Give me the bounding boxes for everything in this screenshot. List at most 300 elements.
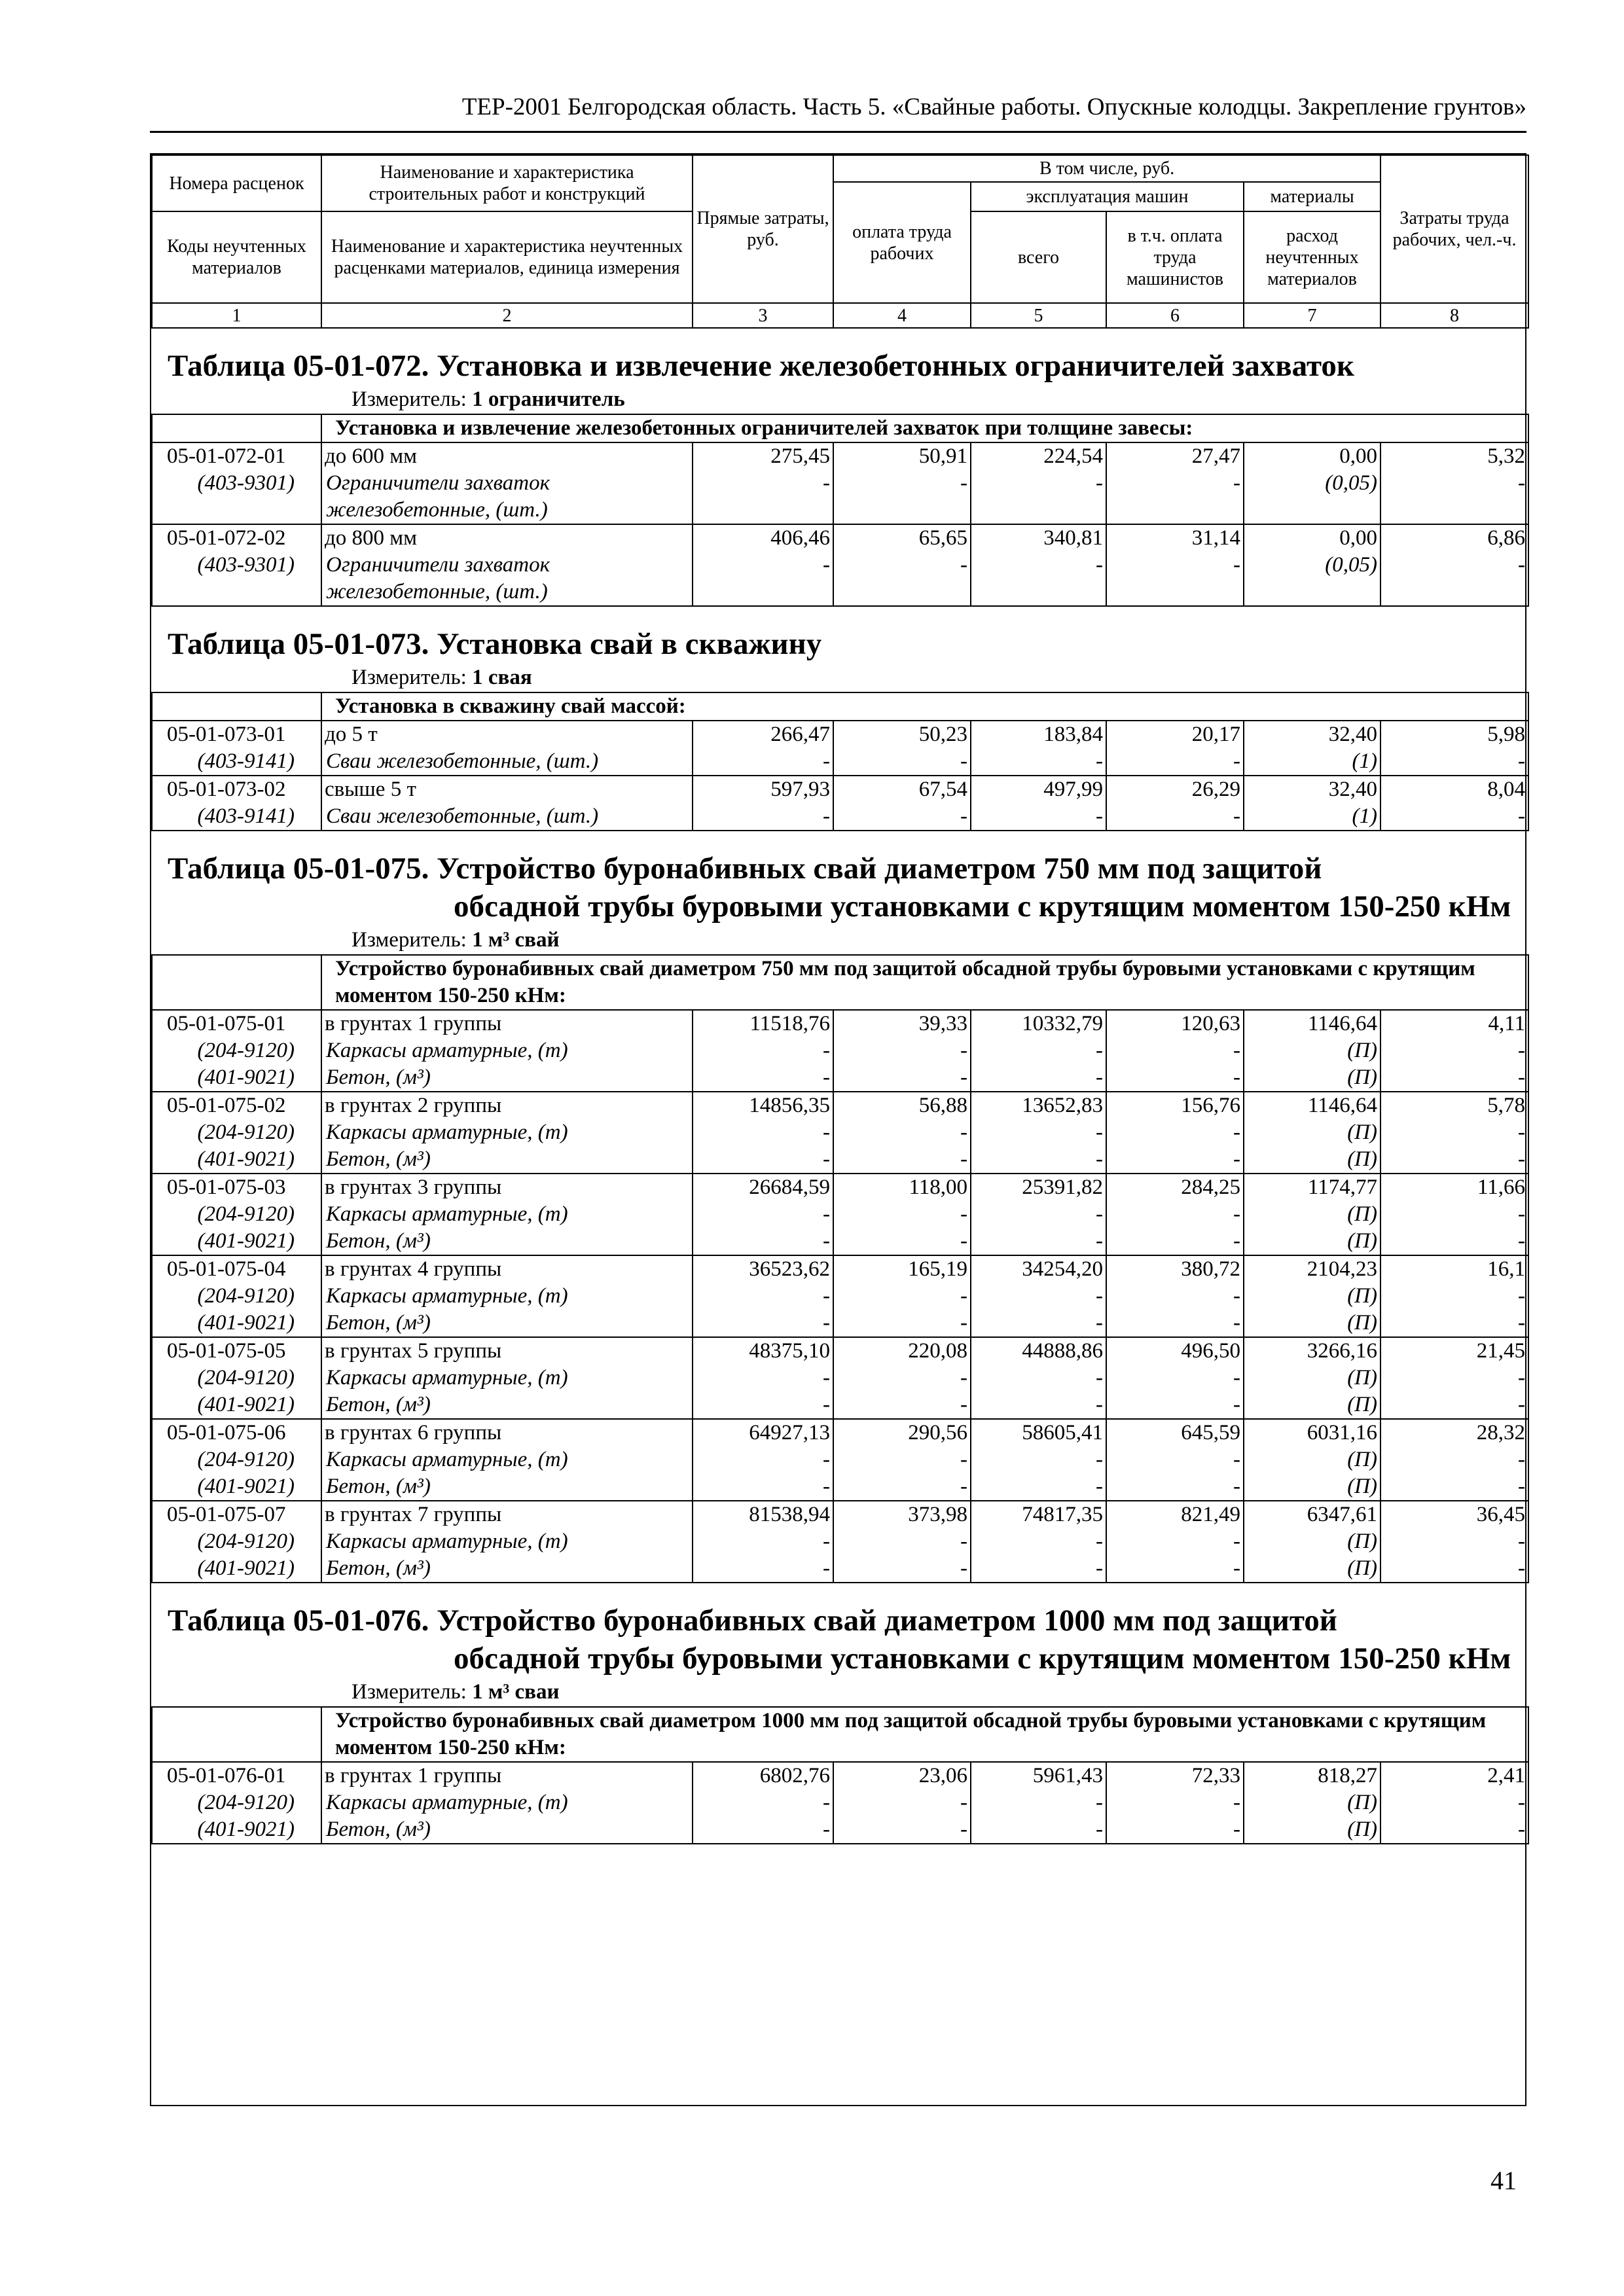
labor-costs-material: -: [1380, 1446, 1528, 1473]
labor-costs-material: -: [1380, 1816, 1528, 1844]
machinist-pay: 26,29: [1106, 776, 1244, 803]
machines-total-material: -: [971, 1283, 1106, 1310]
labor-costs-material: -: [1380, 1146, 1528, 1174]
material-row: [152, 1228, 1528, 1255]
direct-costs-material: [693, 497, 833, 524]
worker-pay-material: -: [833, 1310, 971, 1337]
machinist-pay-material: -: [1106, 1228, 1244, 1255]
material-row: [152, 1064, 1528, 1092]
material-row: [152, 1365, 1528, 1391]
worker-pay-material: [833, 579, 971, 606]
direct-costs-material: -: [693, 1446, 833, 1473]
labor-costs-material: -: [1380, 552, 1528, 579]
machinist-pay-material: -: [1106, 1473, 1244, 1501]
material-row: [152, 1283, 1528, 1310]
worker-pay-material: -: [833, 1789, 971, 1816]
worker-pay: 165,19: [833, 1255, 971, 1283]
labor-costs: 8,04: [1380, 776, 1528, 803]
material-usage-material: (0,05): [1244, 552, 1380, 579]
rate-code-material: [152, 497, 321, 524]
machinist-pay: 27,47: [1106, 442, 1244, 470]
meter-label: Измеритель:: [352, 1680, 467, 1704]
machinist-pay-material: -: [1106, 1365, 1244, 1391]
material-usage: 3266,16: [1244, 1337, 1380, 1365]
direct-costs: 64927,13: [693, 1419, 833, 1446]
table-row: [152, 1337, 1528, 1365]
labor-costs-material: -: [1380, 470, 1528, 497]
meter-line: [168, 1677, 1528, 1706]
labor-costs: 5,78: [1380, 1092, 1528, 1119]
rate-code: 05-01-075-05: [152, 1337, 321, 1365]
rate-code: 05-01-073-01: [152, 721, 321, 748]
machinist-pay-material: -: [1106, 1816, 1244, 1844]
direct-costs: 26684,59: [693, 1174, 833, 1201]
rate-code-material: (401-9021): [152, 1473, 321, 1501]
machines-total-material: [971, 497, 1106, 524]
section-title-continuation: обсадной трубы буровыми установками с крутящим моментом 150-250 кНм: [454, 889, 1511, 924]
section-title-text: Таблица 05-01-076. Устройство буронабивных свай диаметром 1000 мм под защитой: [168, 1604, 1337, 1638]
table-row: [152, 524, 1528, 552]
machinist-pay-material: -: [1106, 1283, 1244, 1310]
material-row: [152, 1789, 1528, 1816]
work-name: в грунтах 7 группы: [321, 1501, 693, 1528]
work-name-material: Бетон, (м³): [321, 1228, 693, 1255]
rate-code-material: (204-9120): [152, 1446, 321, 1473]
machines-total-material: -: [971, 1146, 1106, 1174]
machines-total-material: -: [971, 1789, 1106, 1816]
machinist-pay-material: -: [1106, 1789, 1244, 1816]
labor-costs: 11,66: [1380, 1174, 1528, 1201]
material-usage: 1174,77: [1244, 1174, 1380, 1201]
machines-total-material: [971, 579, 1106, 606]
header-direct-costs: Прямые затраты, руб.: [693, 155, 833, 303]
machines-total: 340,81: [971, 524, 1106, 552]
machinist-pay-material: [1106, 497, 1244, 524]
machinist-pay-material: -: [1106, 1201, 1244, 1228]
labor-costs-material: -: [1380, 748, 1528, 776]
rate-code: 05-01-075-03: [152, 1174, 321, 1201]
labor-costs-material: -: [1380, 1201, 1528, 1228]
machines-total-material: -: [971, 1064, 1106, 1092]
material-row: [152, 1446, 1528, 1473]
material-usage-material: (П): [1244, 1789, 1380, 1816]
rate-code-material: (204-9120): [152, 1789, 321, 1816]
worker-pay-material: [833, 497, 971, 524]
meter-label: Измеритель:: [352, 928, 467, 952]
material-usage-material: (П): [1244, 1365, 1380, 1391]
material-row: [152, 1119, 1528, 1146]
worker-pay: 118,00: [833, 1174, 971, 1201]
table-section-title: [152, 606, 1528, 692]
material-usage-material: [1244, 497, 1380, 524]
table-row: [152, 1010, 1528, 1037]
machinist-pay: 20,17: [1106, 721, 1244, 748]
work-name: до 5 т: [321, 721, 693, 748]
machines-total: 5961,43: [971, 1762, 1106, 1789]
header-machines-total: всего: [971, 211, 1106, 303]
machinist-pay-material: -: [1106, 748, 1244, 776]
direct-costs-material: -: [693, 1146, 833, 1174]
machines-total-material: -: [971, 1555, 1106, 1583]
machinist-pay-material: -: [1106, 470, 1244, 497]
worker-pay-material: -: [833, 1528, 971, 1555]
material-usage-material: [1244, 579, 1380, 606]
labor-costs: 28,32: [1380, 1419, 1528, 1446]
table-header: [151, 154, 1529, 329]
material-usage: 2104,23: [1244, 1255, 1380, 1283]
worker-pay: 67,54: [833, 776, 971, 803]
section-title-continuation: обсадной трубы буровыми установками с крутящим моментом 150-250 кНм: [454, 1641, 1511, 1676]
meter-value: 1 м³ свай: [472, 928, 560, 952]
group-heading: Установка и извлечение железобетонных ограничителей захваток при толщине завесы:: [321, 414, 1528, 442]
direct-costs: 11518,76: [693, 1010, 833, 1037]
material-usage: 6031,16: [1244, 1419, 1380, 1446]
material-usage-material: (П): [1244, 1555, 1380, 1583]
worker-pay: 65,65: [833, 524, 971, 552]
direct-costs-material: -: [693, 1283, 833, 1310]
rate-code-material: (401-9021): [152, 1816, 321, 1844]
group-heading: Установка в скважину свай массой:: [321, 692, 1528, 721]
work-name-material: железобетонные, (шт.): [321, 579, 693, 606]
material-usage-material: (1): [1244, 803, 1380, 831]
group-heading: Устройство буронабивных свай диаметром 750 мм под защитой обсадной трубы буровыми установками с крутящим моментом 150-250 кНм:: [321, 955, 1528, 1010]
column-number: 2: [321, 303, 693, 328]
material-row: [152, 1201, 1528, 1228]
rate-code-material: (401-9021): [152, 1310, 321, 1337]
material-row: [152, 803, 1528, 831]
direct-costs-material: -: [693, 1816, 833, 1844]
machinist-pay: 31,14: [1106, 524, 1244, 552]
machinist-pay: 496,50: [1106, 1337, 1244, 1365]
group-code-cell: [152, 692, 321, 721]
header-material-usage: расход неучтенных материалов: [1244, 211, 1380, 303]
page-number: 41: [1490, 2166, 1517, 2195]
direct-costs-material: -: [693, 470, 833, 497]
rate-code-material: (204-9120): [152, 1283, 321, 1310]
section-title: [168, 347, 1528, 385]
machinist-pay: 284,25: [1106, 1174, 1244, 1201]
rates-table: [150, 153, 1526, 2106]
header-material-codes: Коды неучтенных материалов: [152, 211, 321, 303]
table-body: [151, 329, 1529, 1844]
work-name: в грунтах 6 группы: [321, 1419, 693, 1446]
machines-total-material: -: [971, 470, 1106, 497]
work-name-material: Бетон, (м³): [321, 1473, 693, 1501]
work-name-material: Каркасы арматурные, (т): [321, 1283, 693, 1310]
material-row: [152, 552, 1528, 579]
worker-pay: 39,33: [833, 1010, 971, 1037]
machinist-pay: 72,33: [1106, 1762, 1244, 1789]
material-usage-material: (П): [1244, 1064, 1380, 1092]
work-name-material: Бетон, (м³): [321, 1146, 693, 1174]
machinist-pay-material: -: [1106, 1446, 1244, 1473]
worker-pay-material: -: [833, 552, 971, 579]
labor-costs-material: -: [1380, 1283, 1528, 1310]
direct-costs-material: -: [693, 552, 833, 579]
material-row: [152, 1528, 1528, 1555]
worker-pay-material: -: [833, 1391, 971, 1419]
worker-pay-material: -: [833, 1473, 971, 1501]
machinist-pay-material: -: [1106, 552, 1244, 579]
material-usage: 1146,64: [1244, 1010, 1380, 1037]
material-usage-material: (П): [1244, 1310, 1380, 1337]
material-usage: 1146,64: [1244, 1092, 1380, 1119]
table-row: [152, 1255, 1528, 1283]
material-usage-material: (П): [1244, 1446, 1380, 1473]
rate-code-material: (204-9120): [152, 1037, 321, 1064]
machines-total-material: -: [971, 1228, 1106, 1255]
table-row: [152, 1174, 1528, 1201]
worker-pay: 23,06: [833, 1762, 971, 1789]
header-materials: материалы: [1244, 182, 1380, 211]
worker-pay-material: -: [833, 470, 971, 497]
machinist-pay-material: -: [1106, 1037, 1244, 1064]
group-code-cell: [152, 955, 321, 1010]
table-row: [152, 1092, 1528, 1119]
machines-total-material: -: [971, 1365, 1106, 1391]
labor-costs-material: -: [1380, 1365, 1528, 1391]
table-section-title: [152, 329, 1528, 414]
machinist-pay: 645,59: [1106, 1419, 1244, 1446]
work-name-material: Каркасы арматурные, (т): [321, 1789, 693, 1816]
labor-costs-material: -: [1380, 803, 1528, 831]
material-usage: 32,40: [1244, 721, 1380, 748]
machinist-pay-material: -: [1106, 1528, 1244, 1555]
work-name: в грунтах 4 группы: [321, 1255, 693, 1283]
work-name-material: железобетонные, (шт.): [321, 497, 693, 524]
work-name-material: Каркасы арматурные, (т): [321, 1446, 693, 1473]
material-row: [152, 1310, 1528, 1337]
worker-pay-material: -: [833, 1064, 971, 1092]
meter-label: Измеритель:: [352, 387, 467, 411]
section-title-text: Таблица 05-01-073. Установка свай в скважину: [168, 627, 822, 661]
worker-pay-material: -: [833, 1201, 971, 1228]
machines-total-material: -: [971, 1528, 1106, 1555]
group-code-cell: [152, 1707, 321, 1762]
machines-total: 58605,41: [971, 1419, 1106, 1446]
direct-costs: 597,93: [693, 776, 833, 803]
work-name: в грунтах 1 группы: [321, 1762, 693, 1789]
work-name: свыше 5 т: [321, 776, 693, 803]
worker-pay-material: -: [833, 1119, 971, 1146]
worker-pay-material: -: [833, 748, 971, 776]
material-row: [152, 1391, 1528, 1419]
rate-code-material: (204-9120): [152, 1528, 321, 1555]
worker-pay: 56,88: [833, 1092, 971, 1119]
worker-pay-material: -: [833, 1446, 971, 1473]
work-name-material: Каркасы арматурные, (т): [321, 1365, 693, 1391]
material-usage-material: (П): [1244, 1037, 1380, 1064]
column-number: 5: [971, 303, 1106, 328]
rate-code: 05-01-076-01: [152, 1762, 321, 1789]
column-number: 7: [1244, 303, 1380, 328]
header-material-name: Наименование и характеристика неучтенных расценками материалов, единица измерения: [321, 211, 693, 303]
direct-costs-material: -: [693, 1119, 833, 1146]
meter-value: 1 м³ сваи: [472, 1680, 560, 1704]
machinist-pay-material: -: [1106, 1310, 1244, 1337]
machinist-pay-material: -: [1106, 1064, 1244, 1092]
material-usage: 0,00: [1244, 524, 1380, 552]
labor-costs-material: [1380, 497, 1528, 524]
table-row: [152, 1762, 1528, 1789]
machinist-pay-material: -: [1106, 1391, 1244, 1419]
material-usage-material: (П): [1244, 1473, 1380, 1501]
work-name: в грунтах 3 группы: [321, 1174, 693, 1201]
meter-value: 1 ограничитель: [472, 387, 625, 411]
column-number: 8: [1380, 303, 1528, 328]
direct-costs: 275,45: [693, 442, 833, 470]
rate-code-material: (403-9141): [152, 748, 321, 776]
worker-pay: 220,08: [833, 1337, 971, 1365]
worker-pay-material: -: [833, 1228, 971, 1255]
machinist-pay: 821,49: [1106, 1501, 1244, 1528]
machines-total: 497,99: [971, 776, 1106, 803]
worker-pay-material: -: [833, 1816, 971, 1844]
labor-costs-material: -: [1380, 1228, 1528, 1255]
labor-costs-material: -: [1380, 1064, 1528, 1092]
meter-line: [168, 925, 1528, 954]
labor-costs-material: -: [1380, 1037, 1528, 1064]
labor-costs-material: -: [1380, 1528, 1528, 1555]
machinist-pay: 120,63: [1106, 1010, 1244, 1037]
material-usage: 6347,61: [1244, 1501, 1380, 1528]
work-name-material: Каркасы арматурные, (т): [321, 1528, 693, 1555]
worker-pay-material: -: [833, 803, 971, 831]
rate-code-material: (403-9301): [152, 552, 321, 579]
direct-costs-material: -: [693, 1228, 833, 1255]
machinist-pay: 380,72: [1106, 1255, 1244, 1283]
worker-pay-material: -: [833, 1283, 971, 1310]
material-usage: 818,27: [1244, 1762, 1380, 1789]
labor-costs-material: -: [1380, 1555, 1528, 1583]
direct-costs: 6802,76: [693, 1762, 833, 1789]
header-labor-costs: Затраты труда рабочих, чел.-ч.: [1380, 155, 1528, 303]
section-title: [168, 1602, 1528, 1677]
material-row: [152, 497, 1528, 524]
machines-total: 34254,20: [971, 1255, 1106, 1283]
material-usage: 32,40: [1244, 776, 1380, 803]
rate-code: 05-01-072-02: [152, 524, 321, 552]
machines-total: 224,54: [971, 442, 1106, 470]
direct-costs-material: -: [693, 1037, 833, 1064]
worker-pay: 50,23: [833, 721, 971, 748]
work-name-material: Ограничители захваток: [321, 552, 693, 579]
table-row: [152, 721, 1528, 748]
labor-costs: 16,1: [1380, 1255, 1528, 1283]
rate-code: 05-01-072-01: [152, 442, 321, 470]
labor-costs: 6,86: [1380, 524, 1528, 552]
work-name: до 600 мм: [321, 442, 693, 470]
meter-label: Измеритель:: [352, 666, 467, 689]
worker-pay-material: -: [833, 1555, 971, 1583]
direct-costs-material: -: [693, 1473, 833, 1501]
direct-costs-material: -: [693, 1064, 833, 1092]
group-heading: Устройство буронабивных свай диаметром 1000 мм под защитой обсадной трубы буровыми установками с крутящим моментом 150-250 кНм:: [321, 1707, 1528, 1762]
material-usage-material: (1): [1244, 748, 1380, 776]
material-usage-material: (П): [1244, 1228, 1380, 1255]
group-code-cell: [152, 414, 321, 442]
material-usage-material: (П): [1244, 1528, 1380, 1555]
machines-total-material: -: [971, 803, 1106, 831]
column-numbers-row: [152, 303, 1528, 328]
material-usage-material: (П): [1244, 1816, 1380, 1844]
machines-total-material: -: [971, 552, 1106, 579]
labor-costs: 5,32: [1380, 442, 1528, 470]
worker-pay-material: -: [833, 1037, 971, 1064]
rate-code-material: (401-9021): [152, 1228, 321, 1255]
direct-costs: 48375,10: [693, 1337, 833, 1365]
section-title: [168, 625, 1528, 663]
material-usage-material: (П): [1244, 1146, 1380, 1174]
table-row: [152, 1501, 1528, 1528]
labor-costs: 21,45: [1380, 1337, 1528, 1365]
rate-code-material: (401-9021): [152, 1146, 321, 1174]
column-number: 6: [1106, 303, 1244, 328]
section-title-text: Таблица 05-01-072. Установка и извлечение железобетонных ограничителей захваток: [168, 349, 1355, 383]
machines-total-material: -: [971, 748, 1106, 776]
rate-code-material: (204-9120): [152, 1119, 321, 1146]
work-name: в грунтах 5 группы: [321, 1337, 693, 1365]
rate-code-material: (401-9021): [152, 1391, 321, 1419]
rate-code-material: (403-9141): [152, 803, 321, 831]
rate-code-material: (401-9021): [152, 1064, 321, 1092]
direct-costs-material: [693, 579, 833, 606]
table-section-title: [152, 1583, 1528, 1707]
rate-code-material: (204-9120): [152, 1201, 321, 1228]
worker-pay: 290,56: [833, 1419, 971, 1446]
rate-code-material: [152, 579, 321, 606]
header-work-name: Наименование и характеристика строительных работ и конструкций: [321, 155, 693, 211]
direct-costs-material: -: [693, 803, 833, 831]
material-row: [152, 1146, 1528, 1174]
direct-costs-material: -: [693, 1201, 833, 1228]
work-name-material: Бетон, (м³): [321, 1391, 693, 1419]
work-name: в грунтах 2 группы: [321, 1092, 693, 1119]
machines-total: 183,84: [971, 721, 1106, 748]
header-machinist-pay: в т.ч. оплата труда машинистов: [1106, 211, 1244, 303]
machines-total-material: -: [971, 1816, 1106, 1844]
labor-costs: 5,98: [1380, 721, 1528, 748]
column-number: 1: [152, 303, 321, 328]
worker-pay-material: -: [833, 1365, 971, 1391]
direct-costs: 36523,62: [693, 1255, 833, 1283]
material-row: [152, 579, 1528, 606]
work-name-material: Бетон, (м³): [321, 1555, 693, 1583]
header-worker-pay: оплата труда рабочих: [833, 182, 971, 303]
material-usage-material: (П): [1244, 1283, 1380, 1310]
rate-code: 05-01-075-02: [152, 1092, 321, 1119]
labor-costs-material: [1380, 579, 1528, 606]
meter-value: 1 свая: [472, 666, 532, 689]
machines-total-material: -: [971, 1446, 1106, 1473]
machines-total-material: -: [971, 1310, 1106, 1337]
material-usage-material: (П): [1244, 1119, 1380, 1146]
rate-code-material: (204-9120): [152, 1365, 321, 1391]
labor-costs-material: -: [1380, 1391, 1528, 1419]
work-name-material: Бетон, (м³): [321, 1064, 693, 1092]
rate-code-material: (403-9301): [152, 470, 321, 497]
direct-costs: 81538,94: [693, 1501, 833, 1528]
machines-total: 10332,79: [971, 1010, 1106, 1037]
material-row: [152, 470, 1528, 497]
meter-line: [168, 385, 1528, 414]
direct-costs-material: -: [693, 748, 833, 776]
material-usage: 0,00: [1244, 442, 1380, 470]
work-name-material: Ограничители захваток: [321, 470, 693, 497]
meter-line: [168, 663, 1528, 692]
work-name-material: Бетон, (м³): [321, 1816, 693, 1844]
machines-total: 13652,83: [971, 1092, 1106, 1119]
